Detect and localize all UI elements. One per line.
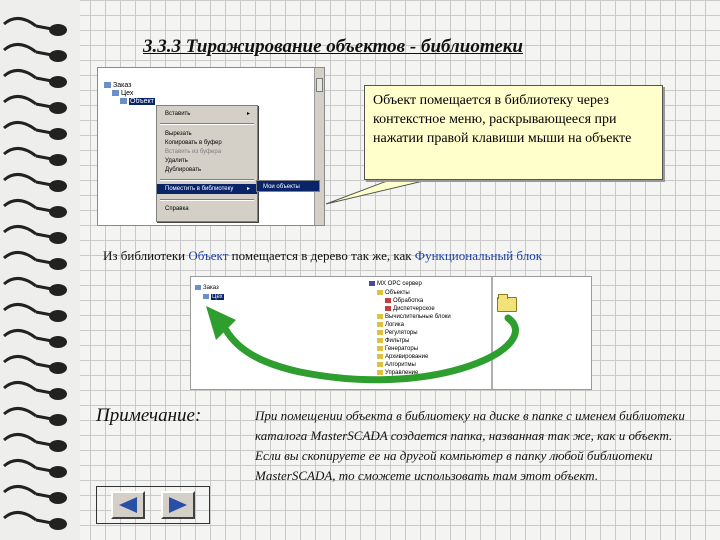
note-label: Примечание: bbox=[96, 405, 202, 426]
library-description: Из библиотеки Объект помещается в дерево так же, как Функциональный блок bbox=[103, 248, 543, 263]
menu-item-copy[interactable]: Копировать в буфер bbox=[165, 140, 222, 146]
folder-small-icon bbox=[377, 290, 383, 295]
tree-item[interactable]: Генераторы bbox=[377, 346, 418, 352]
opc-icon bbox=[369, 281, 375, 286]
folder-small-icon bbox=[377, 330, 383, 335]
folder-small-icon bbox=[377, 354, 383, 359]
context-menu-screenshot bbox=[97, 67, 325, 226]
menu-item-add-to-library[interactable]: Поместить в библиотеку bbox=[157, 184, 257, 194]
tree-item[interactable]: Диспетчерское bbox=[385, 306, 435, 312]
callout-box: Объект помещается в библиотеку через контекстное меню, раскрывающееся при нажатии правой клавиши мыши на объекте bbox=[364, 85, 663, 180]
context-menu bbox=[156, 105, 258, 222]
prev-arrow-icon bbox=[117, 496, 139, 514]
tree-item[interactable]: Логика bbox=[377, 322, 404, 328]
pane-splitter[interactable] bbox=[491, 277, 493, 389]
menu-separator bbox=[160, 123, 254, 125]
object-icon bbox=[120, 98, 127, 104]
menu-item-delete[interactable]: Удалить bbox=[165, 158, 188, 164]
folder-small-icon bbox=[377, 338, 383, 343]
submenu-arrow-icon: ▸ bbox=[247, 186, 251, 192]
project-icon bbox=[195, 285, 201, 290]
workshop-icon bbox=[203, 294, 209, 299]
tree-item[interactable]: Объекты bbox=[377, 290, 410, 296]
menu-separator bbox=[160, 199, 254, 201]
folder-small-icon bbox=[377, 370, 383, 375]
tree-item[interactable]: Управление bbox=[377, 370, 418, 376]
tree-item[interactable]: MX OPC сервер bbox=[369, 281, 422, 287]
menu-separator bbox=[160, 179, 254, 181]
project-icon bbox=[104, 82, 111, 88]
tree-item[interactable]: Архивирование bbox=[377, 354, 428, 360]
tree-item[interactable]: Фильтры bbox=[377, 338, 409, 344]
tree-item[interactable]: Вычислительные блоки bbox=[377, 314, 451, 320]
next-slide-button[interactable] bbox=[161, 491, 195, 519]
library-tree-screenshot bbox=[190, 276, 592, 390]
folder-small-icon bbox=[377, 314, 383, 319]
tree-item[interactable]: Заказ bbox=[195, 285, 219, 291]
menu-item-cut[interactable]: Вырезать bbox=[165, 131, 192, 137]
folder-small-icon bbox=[377, 322, 383, 327]
block-icon bbox=[385, 306, 391, 311]
navigation-panel bbox=[96, 486, 210, 524]
tree-item[interactable]: Алгоритмы bbox=[377, 362, 416, 368]
folder-small-icon bbox=[377, 346, 383, 351]
spiral-binding-icon bbox=[0, 0, 80, 540]
tree-item[interactable]: Регуляторы bbox=[377, 330, 418, 336]
tree-item[interactable]: Цех bbox=[203, 294, 224, 300]
submenu-arrow-icon: ▸ bbox=[247, 111, 251, 117]
menu-item-insert[interactable]: Вставить bbox=[165, 111, 191, 117]
scrollbar[interactable] bbox=[314, 68, 324, 225]
tree-item-selected[interactable]: Объект bbox=[120, 98, 155, 105]
link-object[interactable]: Объект bbox=[188, 248, 229, 263]
link-function-block[interactable]: Функциональный блок bbox=[414, 248, 543, 263]
menu-item-help[interactable]: Справка bbox=[165, 206, 189, 212]
tree-item[interactable]: Обработка bbox=[385, 298, 423, 304]
next-arrow-icon bbox=[167, 496, 189, 514]
scroll-thumb[interactable] bbox=[316, 78, 323, 92]
menu-item-duplicate[interactable]: Дублировать bbox=[165, 167, 202, 173]
workshop-icon bbox=[112, 90, 119, 96]
tree-item[interactable]: Заказ bbox=[104, 82, 131, 89]
submenu-my-objects[interactable]: Мои объекты bbox=[256, 180, 320, 192]
prev-slide-button[interactable] bbox=[111, 491, 145, 519]
block-icon bbox=[385, 298, 391, 303]
tree-item[interactable]: Цех bbox=[112, 90, 133, 97]
folder-small-icon bbox=[377, 362, 383, 367]
folder-icon[interactable] bbox=[497, 297, 517, 312]
menu-item-paste[interactable]: Вставить из буфера bbox=[165, 149, 222, 155]
note-text: При помещении объекта в библиотеку на диске в папке с именем библиотеки каталога MasterSCADA создается папка, названная так же, как и объект. Если вы скопируете ее на другой компьютер в папку любой библиотеки MasterSCADA, то сможете использовать там этот объект. bbox=[255, 408, 685, 483]
page-title: 3.3.3 Тиражирование объектов - библиотеки bbox=[143, 36, 523, 57]
